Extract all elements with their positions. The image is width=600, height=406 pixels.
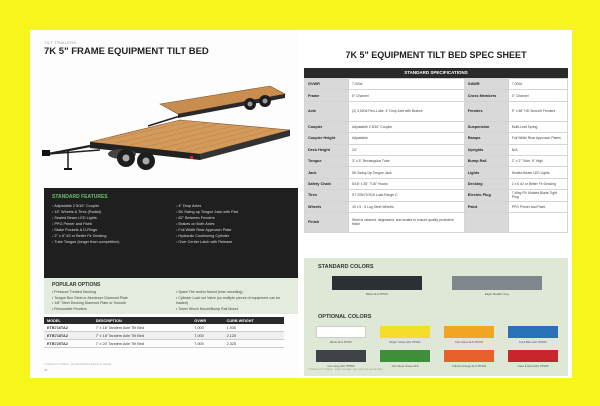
swatch-fill xyxy=(508,326,558,338)
spec-value: 5K Swing-Up Tongue Jack xyxy=(349,167,465,178)
standard-colors-title: STANDARD COLORS xyxy=(318,264,374,270)
section-kicker: TILT TRAILERS xyxy=(44,40,77,45)
spec-row xyxy=(305,212,568,232)
swatch-label: Eagle Metallic Gray xyxy=(484,292,510,296)
swatch-fill xyxy=(444,350,494,362)
spec-row xyxy=(305,201,568,212)
spec-value: 15 x 5 - 6 Lug Steel Wheels xyxy=(349,201,465,212)
spec-value: PPG Primer and Paint xyxy=(508,201,567,212)
feature-item: • 5K Swing-up Tongue Jack with Pad xyxy=(176,209,290,215)
trailer-image xyxy=(40,64,290,184)
spec-row xyxy=(305,101,568,121)
color-swatch-gray xyxy=(452,276,542,296)
spec-value: 7,000# xyxy=(349,79,465,90)
feature-item: • Over Center Latch with Release xyxy=(176,239,290,245)
feature-item: • PPG Primer and Paint xyxy=(52,221,166,227)
feature-item: • Full Width Rear Approach Plate xyxy=(176,227,290,233)
spec-value: ST 205/75 R15 Load Range C xyxy=(349,190,465,201)
spec-table-header: STANDARD SPECIFICATIONS xyxy=(304,68,568,78)
spec-key: Ramps xyxy=(464,133,508,144)
spec-value: Adjustable 2 5/16" Coupler xyxy=(349,121,465,132)
feature-item: • 15" Wheels & Tires (Radial) xyxy=(52,209,166,215)
swatch-fill xyxy=(316,350,366,362)
spec-value: (2) 3,500# Flex-Lube, 4" Drop Axle with Brakes xyxy=(349,101,465,121)
feature-item: • 2" x 6" #2 or Better Fir Decking xyxy=(52,233,166,239)
spec-value: Steel is cleaned, degreased, and sealed to ensure quality protective finish xyxy=(349,212,465,232)
option-item: • Removable Fenders xyxy=(52,307,166,313)
right-page xyxy=(300,30,572,378)
swatch-label: Kubota Orange ALK PP403 xyxy=(451,364,487,368)
gvwr-header: GVWR xyxy=(191,317,223,324)
color-swatch xyxy=(444,326,494,344)
spec-key: Suspension xyxy=(464,121,508,132)
spec-key: Safety Chain xyxy=(305,178,349,189)
features-column-1 xyxy=(52,203,166,245)
feature-item: • Brakes on Both Axles xyxy=(176,221,290,227)
option-item: • Pressure Treated Decking xyxy=(52,290,166,296)
color-swatch xyxy=(316,350,366,368)
spec-key: Finish xyxy=(305,212,349,232)
color-swatch-black xyxy=(332,276,422,296)
spec-row xyxy=(305,178,568,189)
curb-weight-cell: 1,930 xyxy=(224,324,284,332)
spec-value: Multi-Leaf Spring xyxy=(508,121,567,132)
feature-item: • Stake Pockets & D-Rings xyxy=(52,227,166,233)
swatch-label: Black ALK PP501 xyxy=(366,292,388,296)
spec-key: Lights xyxy=(464,167,508,178)
spec-row xyxy=(305,90,568,101)
swatch-label: John Deer Green ALK xyxy=(391,364,419,368)
model-table xyxy=(44,317,284,348)
spec-value: 7-Way RV Molded Blade Tight Plug xyxy=(508,190,567,201)
popular-options-panel xyxy=(44,278,298,314)
spec-value: 3" x 5" Rectangular Tube xyxy=(349,155,465,166)
spec-key: GVWR xyxy=(305,79,349,90)
spec-value xyxy=(508,212,567,232)
spec-row xyxy=(305,144,568,155)
spec-key: Paint xyxy=(464,201,508,212)
left-page xyxy=(30,30,298,378)
spec-key: Coupler xyxy=(305,121,349,132)
swatch-fill xyxy=(452,276,542,290)
spec-value: Full Width Rear Approach Plates xyxy=(508,133,567,144)
spec-key: Deck Height xyxy=(305,144,349,155)
swatch-fill xyxy=(508,350,558,362)
table-row xyxy=(44,324,284,332)
features-column-2 xyxy=(176,203,290,245)
spec-value: 2 x 6 #2 or Better Fir Decking xyxy=(508,178,567,189)
spec-value: 5" Channel xyxy=(349,90,465,101)
optional-colors-title: OPTIONAL COLORS xyxy=(318,314,372,320)
spec-row xyxy=(305,190,568,201)
option-item: • Cylinder Lock out Valve (so multiple pieces of equipment can be loaded) xyxy=(176,296,290,307)
features-title: STANDARD FEATURES xyxy=(52,194,108,200)
model-cell: ETB720TA2 xyxy=(44,340,93,348)
option-item: • Spare Tire and/or Mount (rear mounting) xyxy=(176,290,290,296)
spec-key: Decking xyxy=(464,178,508,189)
spec-key: Jack xyxy=(305,167,349,178)
color-swatch xyxy=(380,350,430,368)
spec-row xyxy=(305,167,568,178)
spec-value: Adjustable xyxy=(349,133,465,144)
table-row xyxy=(44,340,284,348)
gvwr-cell: 7,000 xyxy=(191,340,223,348)
swatch-fill xyxy=(332,276,422,290)
spec-key: Fenders xyxy=(464,101,508,121)
spec-key: Axle xyxy=(305,101,349,121)
right-footer: © Diamond C Trailers · Color samples may vary from actual paint xyxy=(308,368,383,371)
swatch-label: White ALK PP407 xyxy=(329,340,353,344)
spec-row xyxy=(305,133,568,144)
standard-features-panel xyxy=(44,188,298,278)
spec-key xyxy=(464,212,508,232)
spec-key: Frame xyxy=(305,90,349,101)
spec-value: N/A xyxy=(508,144,567,155)
spec-key: Bump Rail xyxy=(464,155,508,166)
swatch-fill xyxy=(380,326,430,338)
swatch-label: Case IH Red ALK PP405 xyxy=(517,364,549,368)
spec-key: Coupler Height xyxy=(305,133,349,144)
curb-weight-header: CURB WEIGHT xyxy=(224,317,284,324)
model-cell: ETB718TA2 xyxy=(44,332,93,340)
description-cell: 7' x 16' Tandem Axle Tilt Bed xyxy=(93,324,192,332)
gvwr-cell: 7,000 xyxy=(191,324,223,332)
spec-key: GAWR xyxy=(464,79,508,90)
feature-item: • Hydraulic Cushioning Cylinder xyxy=(176,233,290,239)
color-swatch xyxy=(316,326,366,344)
option-item: • 1/8" Steel Decking Diamond Plate or Smooth xyxy=(52,301,166,307)
color-swatch xyxy=(380,326,430,344)
spec-key: Tongue xyxy=(305,155,349,166)
left-page-number: 40 xyxy=(44,368,48,372)
spec-value: 24" xyxy=(349,144,465,155)
model-header: MODEL xyxy=(44,317,93,324)
description-header: DESCRIPTION xyxy=(93,317,192,324)
spec-row xyxy=(305,121,568,132)
color-swatch xyxy=(508,326,558,344)
options-column-1 xyxy=(52,290,166,312)
spec-value: 2" x 2" Tube, 6" High xyxy=(508,155,567,166)
spec-value: 5/16" x 35" 7/16" Hooks xyxy=(349,178,465,189)
spec-key: Wheels xyxy=(305,201,349,212)
option-item: • Tower Winch Mount/Bump Rail Mount xyxy=(176,307,290,313)
feature-item: • 82" Between Fenders xyxy=(176,215,290,221)
options-column-2 xyxy=(176,290,290,312)
spec-row xyxy=(305,79,568,90)
color-swatch xyxy=(508,350,558,368)
spec-key: Uprights xyxy=(464,144,508,155)
options-title: POPULAR OPTIONS xyxy=(52,282,101,288)
swatch-fill xyxy=(380,350,430,362)
spec-value: Sealed Beam LED Lights xyxy=(508,167,567,178)
spec-key: Tires xyxy=(305,190,349,201)
swatch-fill xyxy=(316,326,366,338)
spec-value: 3" Channel xyxy=(508,90,567,101)
option-item: • Tongue Box Steel or Aluminum Diamond Plate xyxy=(52,296,166,302)
feature-item: • Tube Tongue (longer than competition) xyxy=(52,239,166,245)
spec-key: Electric Plug xyxy=(464,190,508,201)
curb-weight-cell: 2,325 xyxy=(224,340,284,348)
brochure-spread xyxy=(30,30,572,378)
swatch-label: Bright Yellow ALK PP402 xyxy=(389,340,421,344)
feature-item: • 4" Drop Axles xyxy=(176,203,290,209)
curb-weight-cell: 2,125 xyxy=(224,332,284,340)
spec-sheet-title: 7K 5" EQUIPMENT TILT BED SPEC SHEET xyxy=(345,50,527,60)
table-row xyxy=(44,332,284,340)
spec-row xyxy=(305,155,568,166)
model-cell: ETB716TA2 xyxy=(44,324,93,332)
description-cell: 7' x 18' Tandem Axle Tilt Bed xyxy=(93,332,192,340)
spec-value: 7,000# xyxy=(508,79,567,90)
description-cell: 7' x 20' Tandem Axle Tilt Bed xyxy=(93,340,192,348)
spec-key: Cross Members xyxy=(464,90,508,101)
swatch-label: Cat Yellow ALK PP401 xyxy=(454,340,484,344)
colors-panel xyxy=(304,258,568,376)
feature-item: • Adjustable 2 5/16" Coupler xyxy=(52,203,166,209)
swatch-fill xyxy=(444,326,494,338)
gvwr-cell: 7,000 xyxy=(191,332,223,340)
page-title: 7K 5" FRAME EQUIPMENT TILT BED xyxy=(44,46,209,57)
feature-item: • Sealed Beam LED Lights xyxy=(52,215,166,221)
left-footer: © Diamond C Trailers · All specifications subject to change xyxy=(44,363,112,366)
swatch-label: Ford Blue ALK PP406 xyxy=(519,340,547,344)
color-swatch xyxy=(444,350,494,368)
spec-value: 9" x 66" HD Smooth Fenders xyxy=(508,101,567,121)
swatch-label: Gun Gray ALK PP505 xyxy=(327,364,355,368)
spec-table xyxy=(304,78,568,233)
